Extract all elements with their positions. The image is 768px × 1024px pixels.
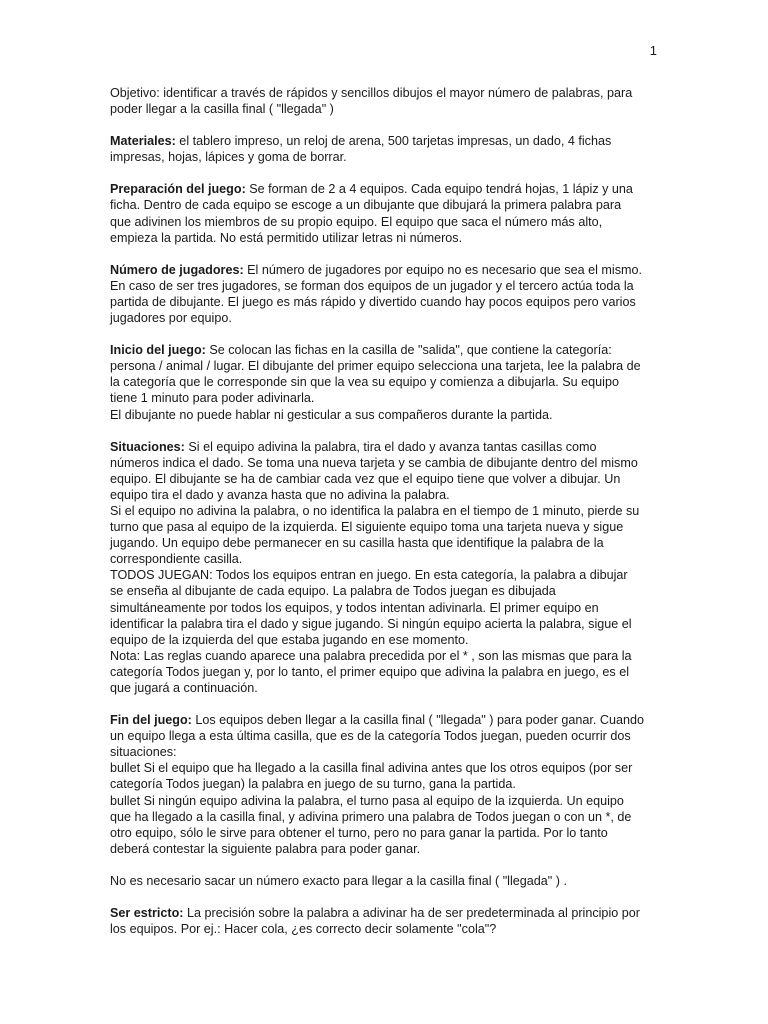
line-text: números indica el dado. Se toma una nueva tarjeta y se cambia de dibujante dentro del mismo: [110, 455, 638, 470]
text-line: [110, 905, 658, 921]
text-line: [110, 583, 658, 599]
line-text: persona / animal / lugar. El dibujante del primer equipo selecciona una tarjeta, lee la palabra de: [110, 359, 641, 374]
text-line: [110, 471, 658, 487]
text-line: [110, 278, 658, 294]
text-line: [110, 760, 658, 776]
text-line: [110, 744, 658, 760]
line-text: ficha. Dentro de cada equipo se escoge a un dibujante que dibujará la primera palabra para: [110, 198, 622, 213]
text-line: [110, 712, 658, 728]
text-line: [110, 680, 658, 696]
line-text: bullet Si el equipo que ha llegado a la casilla final adivina antes que los otros equipos (por ser: [110, 761, 633, 776]
text-line: [110, 262, 658, 278]
line-text: equipo. El dibujante se ha de cambiar cada vez que el equipo tiene que volver a dibujar. Un: [110, 471, 621, 486]
text-line: [110, 407, 658, 423]
text-line: [110, 149, 658, 165]
line-text: situaciones:: [110, 745, 177, 760]
line-text: empieza la partida. No está permitido utilizar letras ni números.: [110, 230, 463, 245]
text-line: [110, 535, 658, 551]
line-text: los equipos. Por ej.: Hacer cola, ¿es correcto decir solamente "cola"?: [110, 922, 497, 937]
text-line: [110, 841, 658, 857]
line-text: deberá contestar la siguiente palabra para poder ganar.: [110, 841, 421, 856]
line-text: tiene 1 minuto para poder adivinarla.: [110, 391, 315, 406]
line-text: identificar la palabra tira el dado y sigue jugando. Si ningún equipo acierta la palabra, sigue el: [110, 616, 632, 631]
line-text: partida de dibujante. El juego es más rápido y divertido cuando hay pocos equipos pero varios: [110, 294, 636, 309]
line-text: categoría Todos juegan) la palabra en juego de su turno, gana la partida.: [110, 777, 516, 792]
text-line: [110, 85, 658, 101]
paragraph-materiales: [110, 133, 658, 165]
line-text: se enseña al dibujante de cada equipo. La palabra de Todos juegan es dibujada: [110, 584, 556, 599]
text-line: [110, 873, 658, 889]
line-text: categoría Todos juegan y, por lo tanto, el primer equipo que adivina la palabra en juego, es el: [110, 664, 630, 679]
line-text: Objetivo: identificar a través de rápidos y sencillos dibujos el mayor número de palabras, para: [110, 86, 633, 100]
section-label: Número de jugadores:: [110, 262, 244, 277]
line-text: Nota: Las reglas cuando aparece una palabra precedida por el * , son las mismas que para la: [110, 648, 632, 663]
text-line: [110, 101, 658, 117]
line-text: impresas, hojas, lápices y goma de borrar.: [110, 150, 347, 165]
text-line: [110, 133, 658, 149]
text-line: [110, 503, 658, 519]
paragraph-preparacion-del-juego: [110, 181, 658, 245]
section-label: Ser estricto:: [110, 906, 184, 921]
line-text: que ha llegado a la casilla final, y adivina primero una palabra de Todos juegan o con un *, de: [110, 809, 632, 824]
line-text: que jugará a continuación.: [110, 681, 258, 695]
line-text: equipo de la izquierda del que estaba jugando en ese momento.: [110, 632, 469, 647]
line-text: Si el equipo no adivina la palabra, o no identifica la palabra en el tiempo de 1 minuto, pierde su: [110, 503, 640, 518]
text-line: [110, 230, 658, 246]
line-text: jugando. Un equipo debe permanecer en su casilla hasta que identifique la palabra de la: [110, 536, 604, 551]
page-number: 1: [649, 43, 657, 58]
line-text: Los equipos deben llegar a la casilla final ( "llegada" ) para poder ganar. Cuando: [191, 713, 644, 728]
paragraph-fin-del-juego: [110, 712, 658, 857]
line-text: un equipo llega a esta última casilla, que es de la categoría Todos juegan, pueden ocurrir dos: [110, 729, 631, 744]
text-line: [110, 793, 658, 809]
line-text: En caso de ser tres jugadores, se forman dos equipos de un jugador y el tercero actúa toda la: [110, 278, 634, 293]
text-line: [110, 519, 658, 535]
section-label: Inicio del juego:: [110, 343, 206, 358]
text-line: [110, 487, 658, 503]
text-line: [110, 776, 658, 792]
text-line: [110, 181, 658, 197]
line-text: correspondiente casilla.: [110, 552, 243, 567]
line-text: Si el equipo adivina la palabra, tira el dado y avanza tantas casillas como: [184, 439, 597, 454]
text-line: [110, 294, 658, 310]
line-text: la categoría que le corresponde sin que la vea su equipo y comienza a dibujarla. Su equipo: [110, 375, 619, 390]
line-text: TODOS JUEGAN: Todos los equipos entran en juego. En esta categoría, la palabra a dibujar: [110, 568, 628, 583]
section-label: Preparación del juego:: [110, 182, 246, 197]
text-line: [110, 825, 658, 841]
line-text: turno que pasa al equipo de la izquierda. El siguiente equipo toma una tarjeta nueva y sigue: [110, 520, 624, 535]
paragraph-ser-estricto: [110, 905, 658, 937]
text-line: [110, 664, 658, 680]
line-text: bullet Si ningún equipo adivina la palabra, el turno pasa al equipo de la izquierda. Un equipo: [110, 793, 624, 808]
line-text: El dibujante no puede hablar ni gesticular a sus compañeros durante la partida.: [110, 407, 553, 422]
text-line: [110, 455, 658, 471]
line-text: otro equipo, sólo le sirve para obtener el turno, pero no para ganar la partida. Por lo tanto: [110, 825, 608, 840]
text-line: [110, 374, 658, 390]
paragraph: [110, 85, 658, 117]
text-line: [110, 648, 658, 664]
text-line: [110, 809, 658, 825]
line-text: Se forman de 2 a 4 equipos. Cada equipo tendrá hojas, 1 lápiz y una: [245, 182, 633, 197]
line-text: el tablero impreso, un reloj de arena, 500 tarjetas impresas, un dado, 4 fichas: [175, 134, 612, 149]
section-label: Materiales:: [110, 134, 176, 149]
line-text: Se colocan las fichas en la casilla de "salida", que contiene la categoría:: [205, 343, 612, 358]
text-line: [110, 358, 658, 374]
line-text: No es necesario sacar un número exacto para llegar a la casilla final ( "llegada" ) .: [110, 873, 567, 888]
text-line: [110, 728, 658, 744]
text-line: [110, 632, 658, 648]
paragraph-inicio-del-juego: [110, 342, 658, 422]
paragraph: [110, 873, 658, 889]
line-text: poder llegar a la casilla final ( "llegada" ): [110, 102, 334, 117]
line-text: jugadores por equipo.: [110, 311, 232, 326]
section-label: Fin del juego:: [110, 713, 192, 728]
paragraph-numero-de-jugadores: [110, 262, 658, 326]
text-line: [110, 600, 658, 616]
text-line: [110, 390, 658, 406]
text-line: [110, 567, 658, 583]
line-text: equipo tira el dado y avanza hasta que no adivina la palabra.: [110, 487, 450, 502]
line-text: El número de jugadores por equipo no es necesario que sea el mismo.: [243, 262, 642, 277]
line-text: que adivinen los miembros de su propio equipo. El equipo que saca el número más alto,: [110, 214, 603, 229]
text-line: [110, 921, 658, 937]
section-label: Situaciones:: [110, 439, 185, 454]
text-line: [110, 214, 658, 230]
text-line: [110, 342, 658, 358]
line-text: La precisión sobre la palabra a adivinar ha de ser predeterminada al principio por: [183, 906, 640, 921]
text-line: [110, 197, 658, 213]
paragraph-situaciones: [110, 439, 658, 697]
text-line: [110, 439, 658, 455]
document-body: [110, 85, 658, 953]
text-line: [110, 551, 658, 567]
text-line: [110, 616, 658, 632]
text-line: [110, 310, 658, 326]
line-text: simultáneamente por todos los equipos, y todos intentan adivinarla. El primer equipo en: [110, 600, 599, 615]
